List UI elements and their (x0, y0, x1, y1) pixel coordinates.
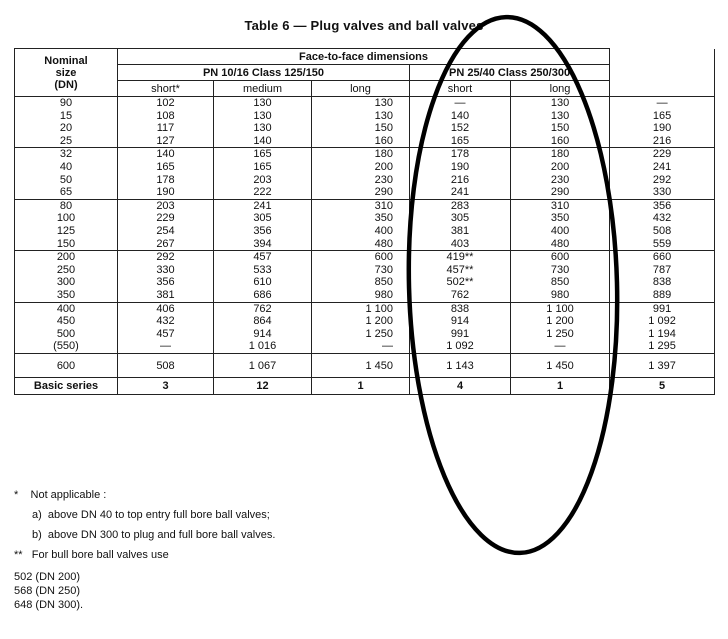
table-row: 32 40 50 65 140 165 178 190 165 165 203 222 180 200 230 290 178 190 216 241 180 200 230 290 229 241 292 330 (15, 148, 715, 199)
note-b: b) above DN 300 to plug and full bore ball valves. (32, 529, 276, 541)
medium-header: medium (214, 81, 312, 97)
table-row: 600 508 1 067 1 450 1 143 1 450 1 397 (15, 353, 715, 377)
basic-series-row: Basic series 3 12 1 4 1 5 (15, 377, 715, 394)
note-dn200: 502 (DN 200) (14, 571, 81, 583)
note-a: a) above DN 40 to top entry full bore ball valves; (32, 509, 270, 521)
note-not-applicable: * Not applicable : (14, 489, 107, 501)
nominal-size-header: Nominal size (DN) (15, 49, 118, 97)
table-row: 90 15 20 25 102 108 117 127 130 130 130 140 130 130 150 160 — 140 152 165 130 130 150 160 — 165 190 216 (15, 97, 715, 148)
note-bull-bore: ** For bull bore ball valves use (14, 549, 169, 561)
table-row: 400 450 500 (550) 406 432 457 — 762 864 914 1 016 1 100 1 200 1 250 — 838 914 991 1 092 1 100 1 200 1 250 — 991 1 092 1 194 1 295 (15, 302, 715, 353)
table-title: Table 6 — Plug valves and ball valves (244, 18, 484, 33)
face-to-face-header: Face-to-face dimensions (118, 49, 610, 65)
note-dn300: 648 (DN 300). (14, 599, 84, 611)
dimensions-table (14, 48, 715, 395)
table-row: 200 250 300 350 292 330 356 381 457 533 610 686 600 730 850 980 419** 457** 502** 762 600 730 850 980 660 787 838 889 (15, 251, 715, 302)
footnotes (14, 488, 275, 612)
long-header-2: long (511, 81, 610, 97)
table-row: 80 100 125 150 203 229 254 267 241 305 356 394 310 350 400 480 283 305 381 403 310 350 400 480 356 432 508 559 (15, 199, 715, 250)
pn2540-header: PN 25/40 Class 250/300 (410, 65, 610, 81)
long-header-1: long (312, 81, 410, 97)
class600-spacer (610, 49, 715, 97)
pn1016-header: PN 10/16 Class 125/150 (118, 65, 410, 81)
short-header-2: short (410, 81, 511, 97)
short-star-header: short* (118, 81, 214, 97)
note-dn250: 568 (DN 250) (14, 585, 81, 597)
